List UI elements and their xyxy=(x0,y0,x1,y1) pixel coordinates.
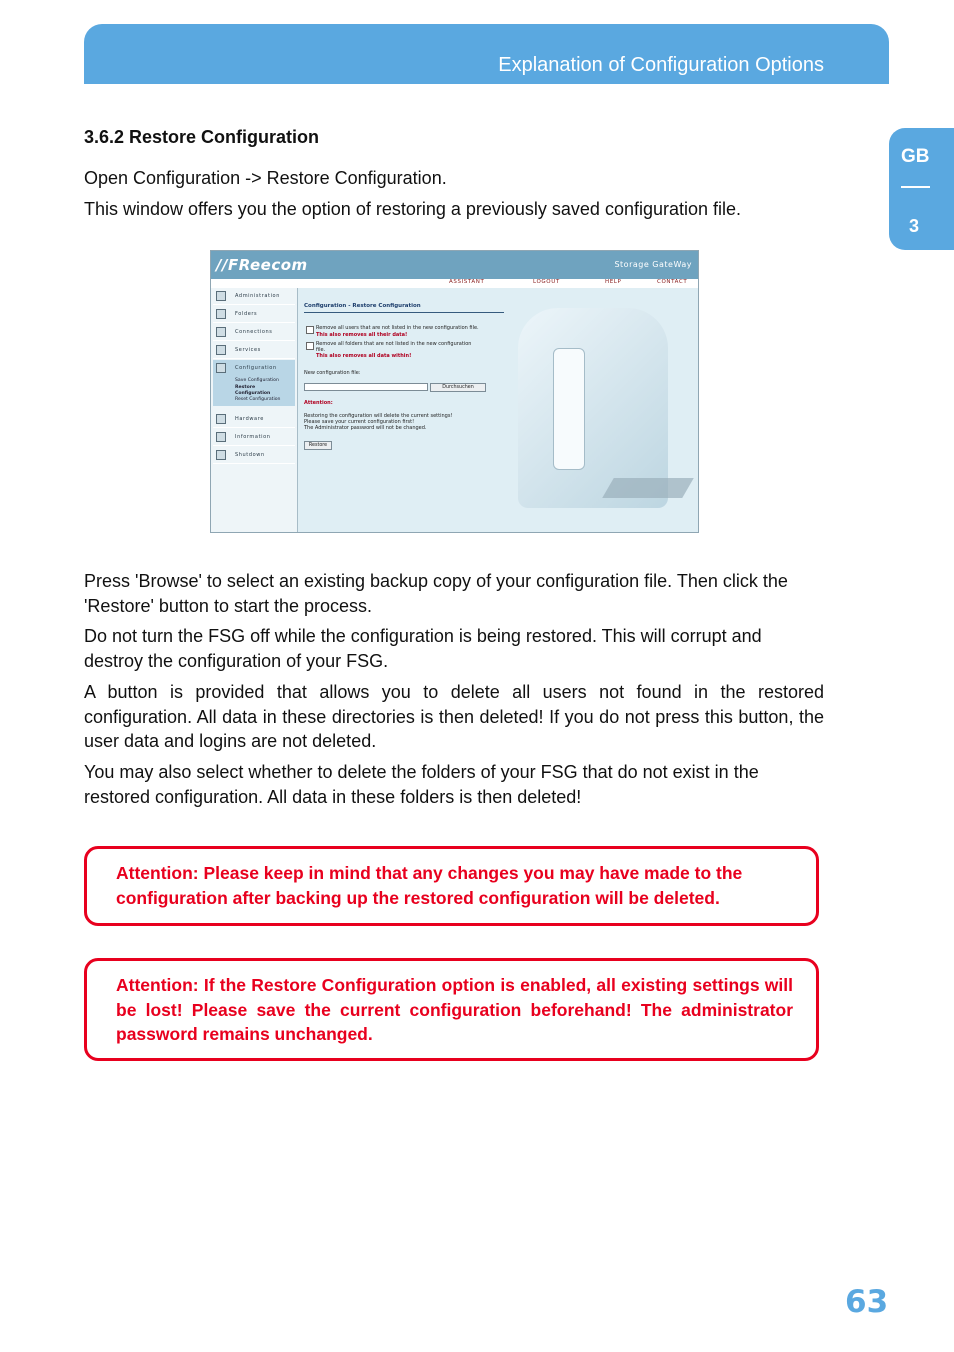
nav-sub-reset[interactable]: Reset Configuration xyxy=(235,397,281,402)
freecom-logo: //FReecom xyxy=(216,256,308,274)
nav-services[interactable] xyxy=(213,343,295,359)
language-label: GB xyxy=(901,146,930,167)
screenshot-content xyxy=(298,288,698,532)
intro-line-2: This window offers you the option of restoring a previously saved configuration file. xyxy=(84,199,742,219)
option1-text: Remove all users that are not listed in the new configuration file. xyxy=(316,325,479,331)
nav-administration[interactable] xyxy=(213,289,295,305)
header-title: Explanation of Configuration Options xyxy=(498,54,824,76)
nav-shutdown[interactable] xyxy=(213,448,295,464)
screenshot-sidebar xyxy=(211,288,298,532)
screenshot-banner xyxy=(211,251,698,279)
services-icon xyxy=(216,345,226,355)
network-icon xyxy=(216,327,226,337)
nav-label: Information xyxy=(235,434,271,440)
shutdown-icon xyxy=(216,450,226,460)
option1-warning: This also removes all their data! xyxy=(316,332,408,338)
configuration-icon xyxy=(216,363,226,373)
nav-configuration[interactable] xyxy=(213,361,295,376)
option2-text-1: Remove all folders that are not listed in the new configuration xyxy=(316,341,472,347)
chapter-number: 3 xyxy=(909,216,920,236)
users-icon xyxy=(216,291,226,301)
nav-connections[interactable] xyxy=(213,325,295,341)
section-heading: 3.6.2 Restore Configuration xyxy=(84,127,320,147)
nav-label: Connections xyxy=(235,329,273,335)
heading-rule xyxy=(304,312,504,313)
screenshot-toolbar xyxy=(211,279,698,288)
nav-sub-restore[interactable]: Restore xyxy=(235,385,256,390)
attention-line-2: Please save your current configuration first! xyxy=(304,419,415,425)
toolbar-assistant[interactable]: ASSISTANT xyxy=(449,279,485,285)
nav-label: Shutdown xyxy=(235,452,265,458)
paragraph-delete-users: A button is provided that allows you to delete all users not found in the restored configuration. All data in these directories is then deleted! If you do not press this button, the user data and logins are not deleted. xyxy=(84,682,824,751)
information-icon xyxy=(216,432,226,442)
keyboard-graphic xyxy=(602,478,694,498)
nav-sub-save[interactable]: Save Configuration xyxy=(235,378,279,383)
remove-folders-checkbox[interactable] xyxy=(306,342,314,350)
nav-hardware[interactable] xyxy=(213,412,295,428)
paragraph-browse: Press 'Browse' to select an existing backup copy of your configuration file. Then click the 'Restore' button to start the process. xyxy=(84,571,788,616)
file-label: New configuration file: xyxy=(304,370,361,376)
nav-label: Services xyxy=(235,347,261,353)
browse-button[interactable]: Durchsuchen xyxy=(430,383,486,392)
toolbar-help[interactable]: HELP xyxy=(605,279,622,285)
paragraph-do-not-turn-off: Do not turn the FSG off while the configuration is being restored. This will corrupt and destroy the configuration of your FSG. xyxy=(84,626,762,671)
nav-sub-restore-2[interactable]: Configuration xyxy=(235,391,271,396)
nav-folders[interactable] xyxy=(213,307,295,323)
nav-label: Configuration xyxy=(235,365,277,371)
attention-line-1: Restoring the configuration will delete the current settings! xyxy=(304,413,453,419)
intro-line-1: Open Configuration -> Restore Configuration. xyxy=(84,168,447,188)
option2-warning: This also removes all data within! xyxy=(316,353,412,359)
option2-text-2: file. xyxy=(316,347,326,353)
toolbar-contact[interactable]: CONTACT xyxy=(657,279,688,285)
paragraph-delete-folders: You may also select whether to delete the folders of your FSG that do not exist in the restored configuration. All data in these folders is then deleted! xyxy=(84,762,759,807)
nav-information[interactable] xyxy=(213,430,295,446)
attention-box-changes xyxy=(84,846,819,926)
screenshot-heading: Configuration - Restore Configuration xyxy=(304,303,421,309)
storage-device-graphic xyxy=(553,348,585,470)
header-band xyxy=(84,24,889,84)
toolbar-logout[interactable]: LOGOUT xyxy=(533,279,560,285)
file-path-input[interactable] xyxy=(304,383,428,391)
nav-label: Hardware xyxy=(235,416,264,422)
attention-text-restore: Attention: If the Restore Configuration option is enabled, all existing settings will be lost! Please save the current configuration beforehand! The administrator password remains unchanged. xyxy=(116,975,793,1044)
restore-configuration-screenshot xyxy=(210,250,699,533)
attention-box-restore xyxy=(84,958,819,1061)
storage-gateway-brand: Storage GateWay xyxy=(614,260,692,269)
side-tab xyxy=(889,128,954,250)
restore-button[interactable]: Restore xyxy=(304,441,332,450)
nav-label: Administration xyxy=(235,293,280,299)
page-number: 63 xyxy=(845,1284,889,1320)
screenshot-attention-label: Attention: xyxy=(304,400,333,406)
attention-line-3: The Administrator password will not be changed. xyxy=(304,425,427,431)
side-tab-divider xyxy=(901,186,930,188)
remove-users-checkbox[interactable] xyxy=(306,326,314,334)
hardware-icon xyxy=(216,414,226,424)
attention-text-changes: Attention: Please keep in mind that any changes you may have made to the configuration after backing up the restored configuration will be deleted. xyxy=(116,863,743,908)
folder-icon xyxy=(216,309,226,319)
nav-label: Folders xyxy=(235,311,258,317)
